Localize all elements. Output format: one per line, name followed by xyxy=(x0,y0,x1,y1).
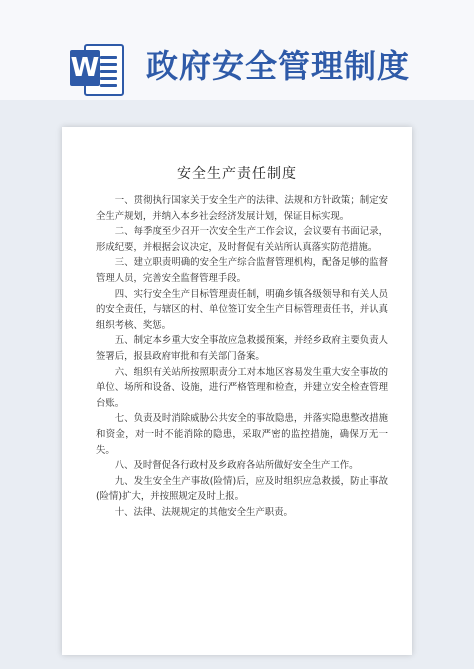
paragraph: 五、制定本乡重大安全事故应急救援预案，并经乡政府主要负责人签署后，报县政府审批和有关部门备案。 xyxy=(96,335,388,362)
page-title: 政府安全管理制度 xyxy=(146,47,411,85)
word-document-icon xyxy=(66,40,126,98)
word-letter-badge: W xyxy=(70,50,100,86)
paragraph: 一、贯彻执行国家关于安全生产的法律、法规和方针政策；制定安全生产规划，并纳入本乡社会经济发展计划，保证目标实现。 xyxy=(96,195,388,222)
paragraph: 八、及时督促各行政村及乡政府各站所做好安全生产工作。 xyxy=(114,460,359,472)
paragraph: 三、建立职责明确的安全生产综合监督管理机构，配备足够的监督管理人员，完善安全监督管理手段。 xyxy=(96,257,388,284)
document-body xyxy=(96,193,388,520)
paragraph: 四、实行安全生产目标管理责任制，明确乡镇各级领导和有关人员的安全责任，与辖区的村、单位签订安全生产目标管理责任书，并认真组织考核、奖惩。 xyxy=(96,288,388,331)
document-title: 安全生产责任制度 xyxy=(177,166,297,182)
document-page xyxy=(62,127,412,655)
paragraph: 七、负责及时消除威胁公共安全的事故隐患，并落实隐患整改措施和资金，对一时不能消除的隐患，采取严密的监控措施，确保万无一失。 xyxy=(96,413,388,456)
paragraph: 六、组织有关站所按照职责分工对本地区容易发生重大安全事故的单位、场所和设备、设施，进行严格管理和检查，并建立安全检查管理台账。 xyxy=(96,366,388,409)
paragraph: 九、发生安全生产事故(险情)后，应及时组织应急救援，防止事故(险情)扩大，并按照规定及时上报。 xyxy=(96,475,388,503)
paragraph: 十、法律、法规规定的其他安全生产职责。 xyxy=(114,506,293,518)
header-banner xyxy=(0,0,474,100)
paragraph: 二、每季度至少召开一次安全生产工作会议，会议要有书面记录，形成纪要，并根据会议决定，及时督促有关站所认真落实防范措施。 xyxy=(96,226,388,253)
